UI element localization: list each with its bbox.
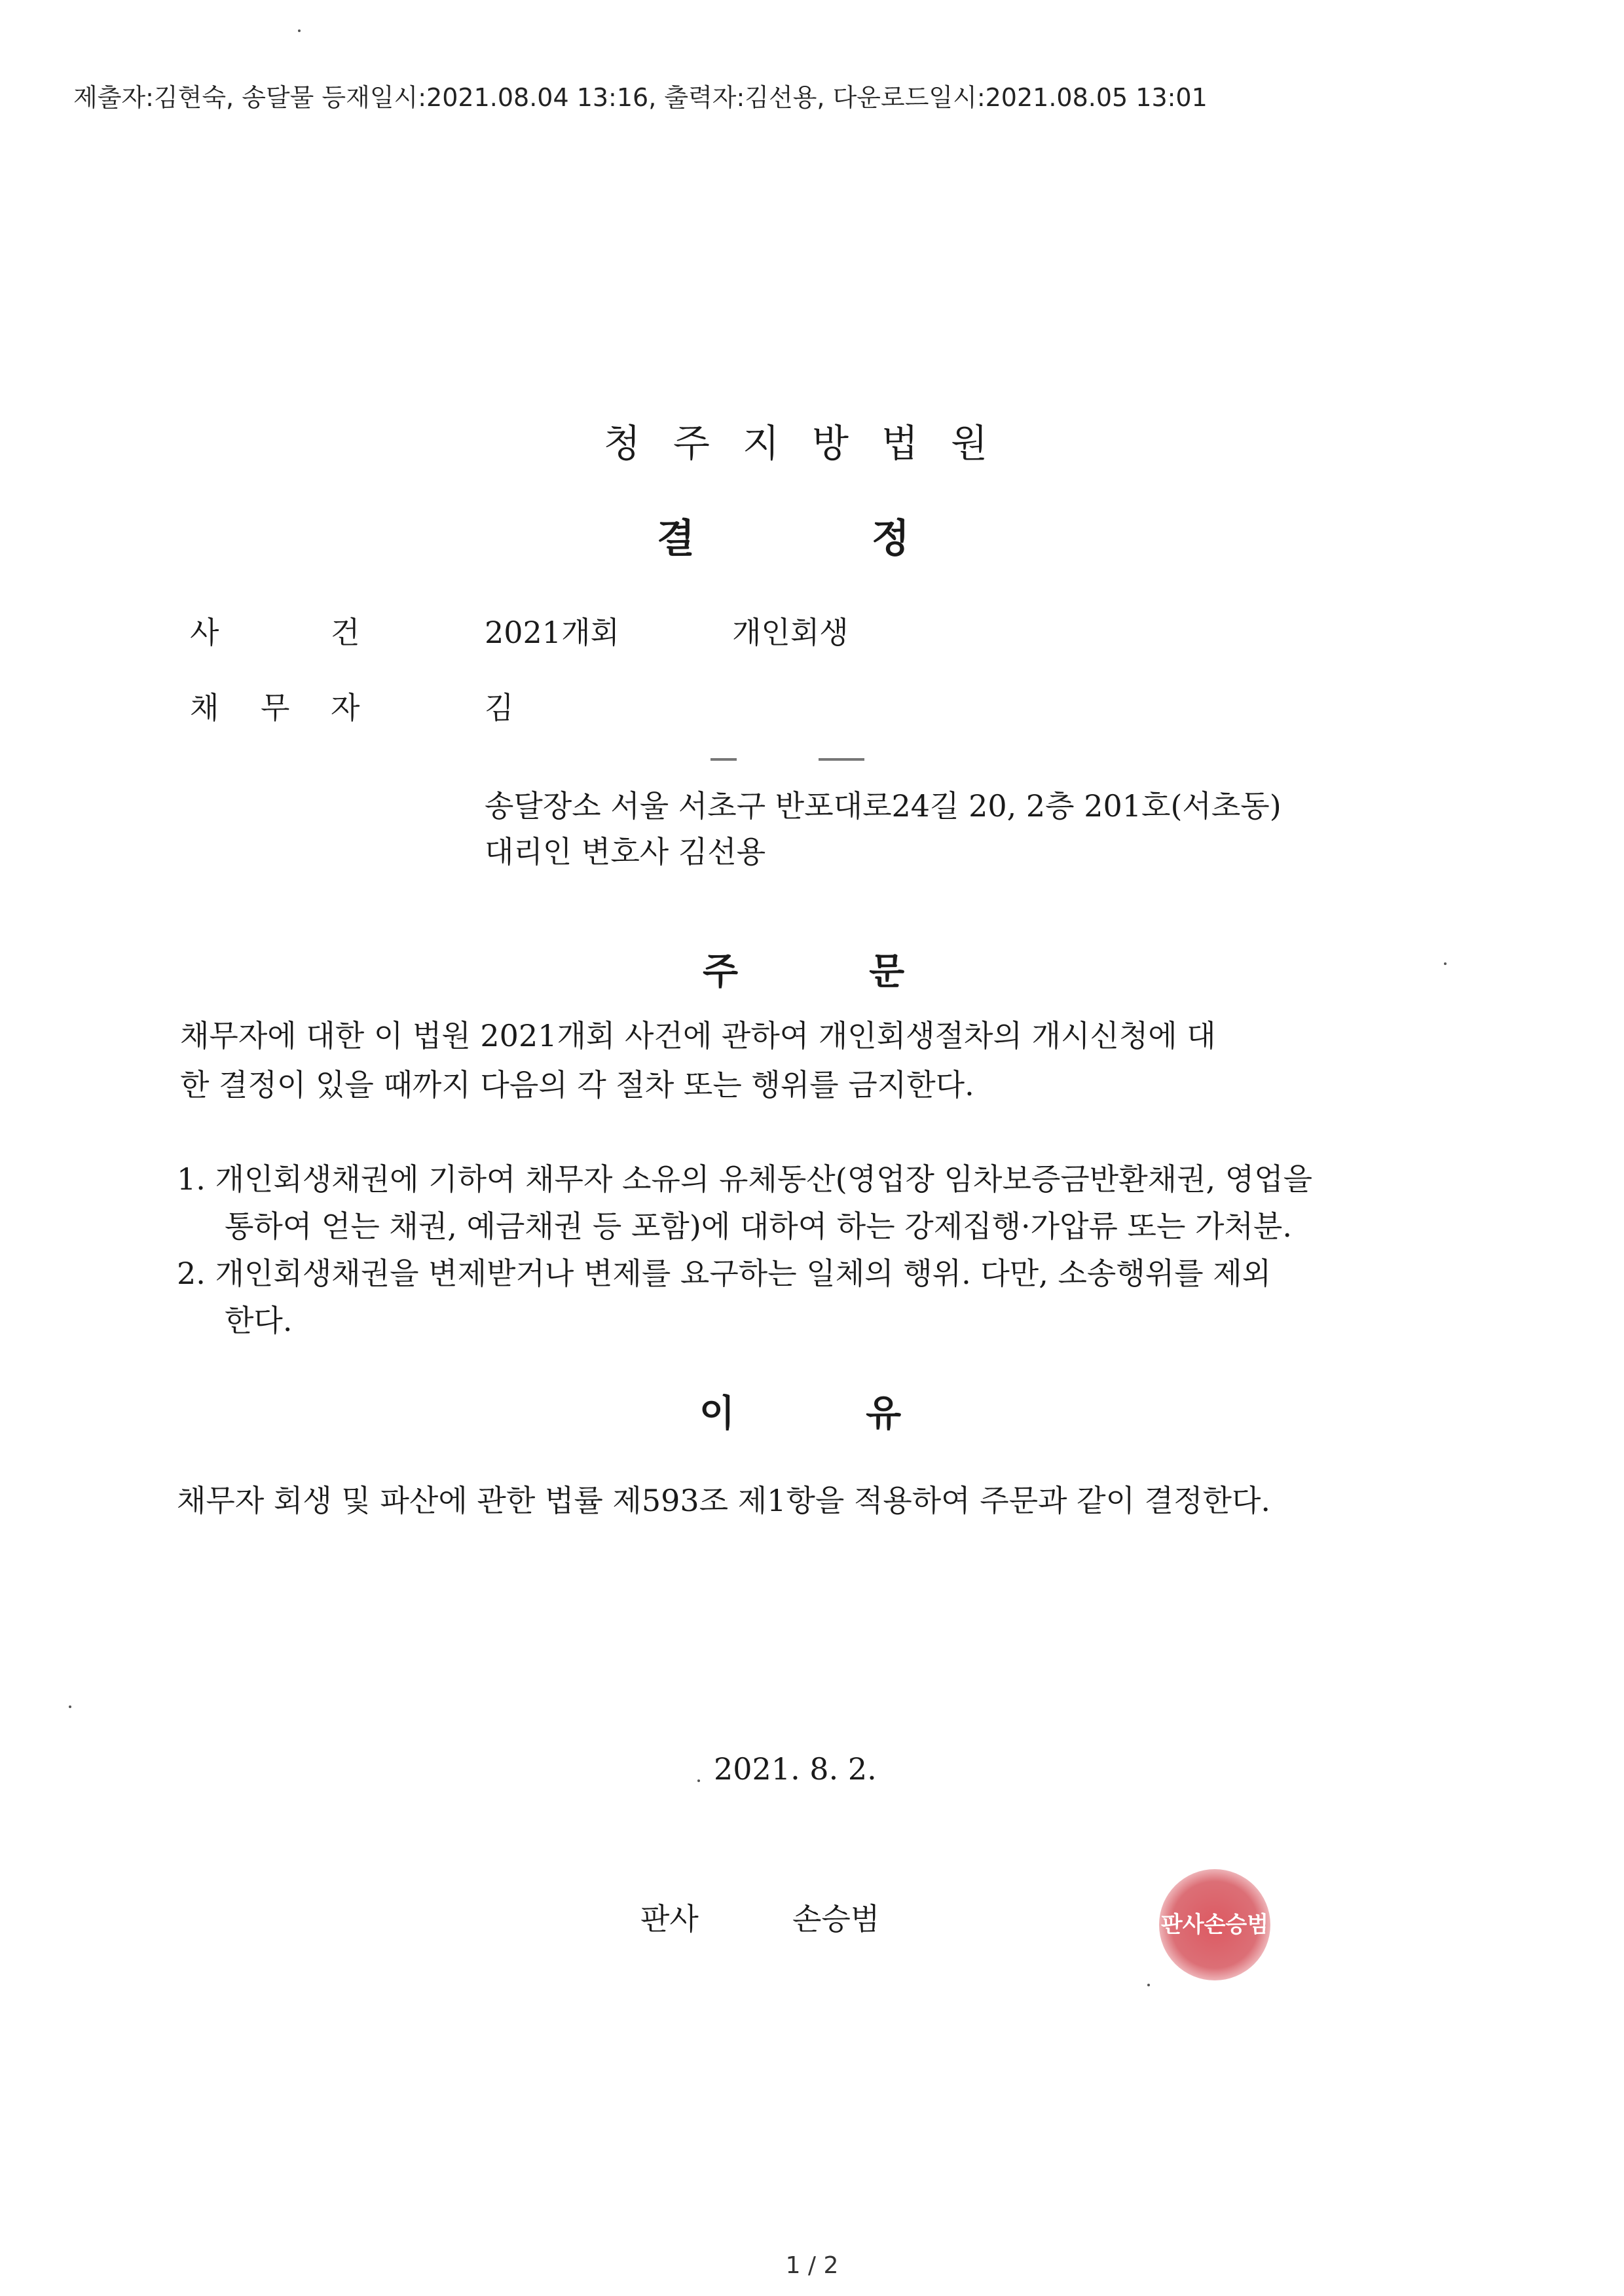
page-number: 1 / 2 <box>785 2252 839 2279</box>
case-number: 2021개회 <box>485 615 619 650</box>
document-type-title <box>657 507 910 564</box>
redacted-line-fragment <box>819 758 864 761</box>
reason-heading-left: 이 <box>699 1392 735 1435</box>
order-heading-left: 주 <box>703 950 739 993</box>
debtor-label-b: 무 <box>261 690 290 725</box>
reason-heading <box>699 1385 901 1437</box>
reason-text: 채무자 회생 및 파산에 관한 법률 제593조 제1항을 적용하여 주문과 같이 결정한다. <box>177 1483 1271 1518</box>
seal-text: 판사손승범 <box>1160 1912 1269 1938</box>
order-intro-line-1: 채무자에 대한 이 법원 2021개회 사건에 관하여 개인회생절차의 개시신청에 대 <box>180 1018 1216 1053</box>
case-label-b: 건 <box>331 615 360 650</box>
order-heading-right: 문 <box>869 950 905 993</box>
order-heading <box>703 943 904 995</box>
debtor-name: 김 <box>485 690 514 725</box>
judge-seal-stamp <box>1159 1869 1270 1980</box>
scan-speck <box>69 1705 71 1708</box>
submission-metadata: 제출자:김현숙, 송달물 등재일시:2021.08.04 13:16, 출력자:김선용, 다운로드일시:2021.08.05 13:01 <box>73 83 1208 112</box>
scan-speck <box>1444 962 1447 965</box>
judge-name: 손승범 <box>792 1901 880 1937</box>
court-name: 청주지방법원 <box>603 421 1021 465</box>
scan-speck <box>298 29 301 32</box>
doc-type-right: 정 <box>871 516 910 562</box>
case-label-a: 사 <box>190 615 219 650</box>
order-intro-line-2: 한 결정이 있을 때까지 다음의 각 절차 또는 행위를 금지한다. <box>180 1067 974 1102</box>
reason-heading-right: 유 <box>866 1392 902 1435</box>
judge-title: 판사 <box>640 1901 699 1937</box>
debtor-label-a: 채 <box>190 690 219 725</box>
debtor-label-c: 자 <box>331 690 360 725</box>
service-address: 송달장소 서울 서초구 반포대로24길 20, 2층 201호(서초동) <box>485 788 1282 824</box>
attorney: 대리인 변호사 김선용 <box>485 834 766 869</box>
scan-speck <box>1147 1984 1150 1986</box>
case-type: 개인회생 <box>732 615 849 650</box>
doc-type-left: 결 <box>657 516 695 562</box>
decision-date: 2021. 8. 2. <box>714 1751 877 1787</box>
order-item-2-line-2: 한다. <box>225 1303 293 1338</box>
redacted-line-fragment <box>710 758 737 761</box>
order-item-2-line-1: 2. 개인회생채권을 변제받거나 변제를 요구하는 일체의 행위. 다만, 소송행위를 제외 <box>177 1256 1272 1291</box>
scan-speck <box>697 1779 700 1782</box>
order-item-1-line-2: 통하여 얻는 채권, 예금채권 등 포함)에 대하여 하는 강제집행·가압류 또는 가처분. <box>225 1209 1292 1244</box>
order-item-1-line-1: 1. 개인회생채권에 기하여 채무자 소유의 유체동산(영업장 임차보증금반환채권, 영업을 <box>177 1161 1313 1197</box>
